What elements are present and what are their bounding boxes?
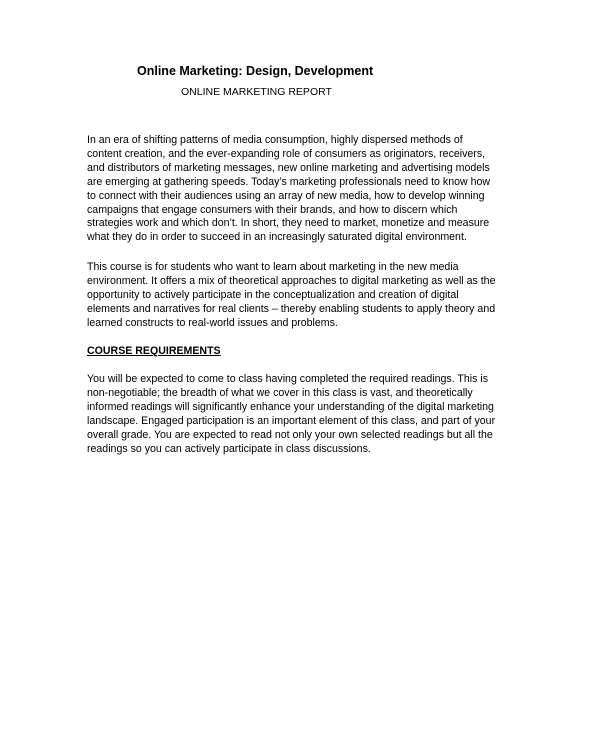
requirements-paragraph (87, 373, 517, 456)
text-line: to connect with their audiences using an array of new media, how to develop winning (87, 189, 485, 202)
text-line: landscape. Engaged participation is an important element of this class, and part of your (87, 414, 496, 427)
text-line: non-negotiable; the breadth of what we cover in this class is vast, and theoretically (87, 386, 473, 399)
text-line: strategies work and which don’t. In short, they need to market, monetize and measure (87, 217, 490, 230)
course-paragraph (87, 261, 517, 331)
text-line: readings so you can actively participate in class discussions. (87, 442, 371, 455)
text-line: environment. It offers a mix of theoretical approaches to digital marketing as well as the (87, 274, 496, 287)
text-line: This course is for students who want to learn about marketing in the new media (87, 261, 459, 273)
requirements-heading: COURSE REQUIREMENTS (87, 345, 221, 357)
text-line: informed readings will significantly enhance your understanding of the digital marketing (87, 400, 494, 413)
document-title: Online Marketing: Design, Development (137, 64, 374, 78)
text-line: what they do in order to succeed in an increasingly saturated digital environment. (87, 231, 467, 244)
text-line: are emerging at gathering speeds. Today’s marketing professionals need to know how (87, 175, 491, 188)
text-line: In an era of shifting patterns of media consumption, highly dispersed methods of (87, 134, 463, 146)
text-line: overall grade. You are expected to read not only your own selected readings but all the (87, 428, 493, 441)
text-line: opportunity to actively participate in the conceptualization and creation of digital (87, 288, 459, 301)
document-subtitle: ONLINE MARKETING REPORT (181, 86, 332, 98)
text-line: You will be expected to come to class having completed the required readings. This is (87, 373, 489, 385)
text-line: content creation, and the ever-expanding role of consumers as originators, receivers, (87, 147, 486, 160)
text-line: learned constructs to real-world issues and problems. (87, 316, 338, 329)
text-line: campaigns that engage consumers with their brands, and how to discern which (87, 203, 458, 216)
text-line: elements and narratives for real clients – thereby enabling students to apply theory and (87, 302, 496, 315)
text-line: and distributors of marketing messages, new online marketing and advertising models (87, 161, 490, 174)
intro-paragraph (87, 134, 517, 245)
